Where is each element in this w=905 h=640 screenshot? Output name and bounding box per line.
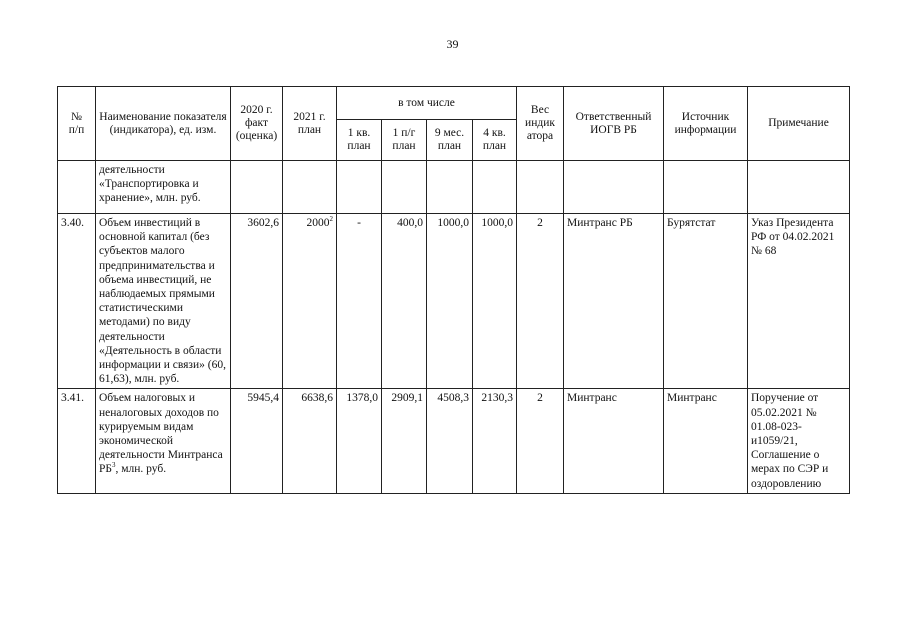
header-num: № п/п: [58, 87, 96, 161]
cell-q4: 1000,0: [473, 214, 517, 389]
header-q4: 4 кв. план: [473, 120, 517, 161]
cell-fact-2020: 3602,6: [231, 214, 283, 389]
header-weight: Вес индик атора: [517, 87, 564, 161]
cell-note: Указ Президента РФ от 04.02.2021 № 68: [748, 214, 850, 389]
cell-name: деятельности «Транспортировка и хранение», млн. руб.: [96, 161, 231, 214]
cell-note: [748, 161, 850, 214]
header-responsible: Ответственный ИОГВ РБ: [564, 87, 664, 161]
table-header-row: [58, 87, 850, 120]
cell-num: 3.40.: [58, 214, 96, 389]
cell-weight: 2: [517, 214, 564, 389]
cell-plan-2021: [283, 214, 337, 389]
cell-weight: [517, 161, 564, 214]
cell-9m: 1000,0: [427, 214, 473, 389]
cell-source: [664, 161, 748, 214]
cell-q1: -: [337, 214, 382, 389]
header-plan-2021: 2021 г. план: [283, 87, 337, 161]
table-row: [58, 214, 850, 389]
footnote-marker: 2: [329, 215, 333, 224]
cell-plan-2021: 6638,6: [283, 389, 337, 493]
cell-q1: 1378,0: [337, 389, 382, 493]
cell-9m: [427, 161, 473, 214]
header-name: Наименование показателя (индикатора), ед. изм.: [96, 87, 231, 161]
cell-note: Поручение от 05.02.2021 № 01.08-023-и1059/21, Соглашение о мерах по СЭР и оздоровлению: [748, 389, 850, 493]
cell-name: Объем инвестиций в основной капитал (без субъектов малого предпринимательства и объема инвестиций, не наблюдаемых прямыми статистическими методами) по виду деятельности «Деятельность в области информации и связи» (60, 61,63), млн. руб.: [96, 214, 231, 389]
cell-q1: [337, 161, 382, 214]
header-note: Примечание: [748, 87, 850, 161]
cell-source: Минтранс: [664, 389, 748, 493]
cell-name: [96, 389, 231, 493]
header-fact-2020: 2020 г. факт (оценка): [231, 87, 283, 161]
cell-responsible: [564, 161, 664, 214]
cell-9m: 4508,3: [427, 389, 473, 493]
name-text: Объем налоговых и неналоговых доходов по курируемым видам экономической деятельности Минтранса РБ: [99, 392, 223, 476]
indicators-table: [57, 86, 850, 494]
cell-source: Бурятстат: [664, 214, 748, 389]
name-tail: , млн. руб.: [115, 463, 167, 476]
cell-plan-2021: [283, 161, 337, 214]
cell-h1: 400,0: [382, 214, 427, 389]
cell-h1: [382, 161, 427, 214]
header-9m: 9 мес. план: [427, 120, 473, 161]
header-h1: 1 п/г план: [382, 120, 427, 161]
footnote-marker: 3: [112, 461, 116, 470]
page-number: 39: [446, 37, 459, 51]
cell-fact-2020: [231, 161, 283, 214]
cell-q4: 2130,3: [473, 389, 517, 493]
cell-q4: [473, 161, 517, 214]
cell-h1: 2909,1: [382, 389, 427, 493]
plan-2021-value: 2000: [306, 217, 330, 229]
cell-responsible: Минтранс: [564, 389, 664, 493]
header-including: в том числе: [337, 87, 517, 120]
header-q1: 1 кв. план: [337, 120, 382, 161]
cell-weight: 2: [517, 389, 564, 493]
cell-responsible: Минтранс РБ: [564, 214, 664, 389]
table-row: [58, 389, 850, 493]
header-source: Источник информации: [664, 87, 748, 161]
cell-num: [58, 161, 96, 214]
table-row: [58, 161, 850, 214]
cell-num: 3.41.: [58, 389, 96, 493]
cell-fact-2020: 5945,4: [231, 389, 283, 493]
